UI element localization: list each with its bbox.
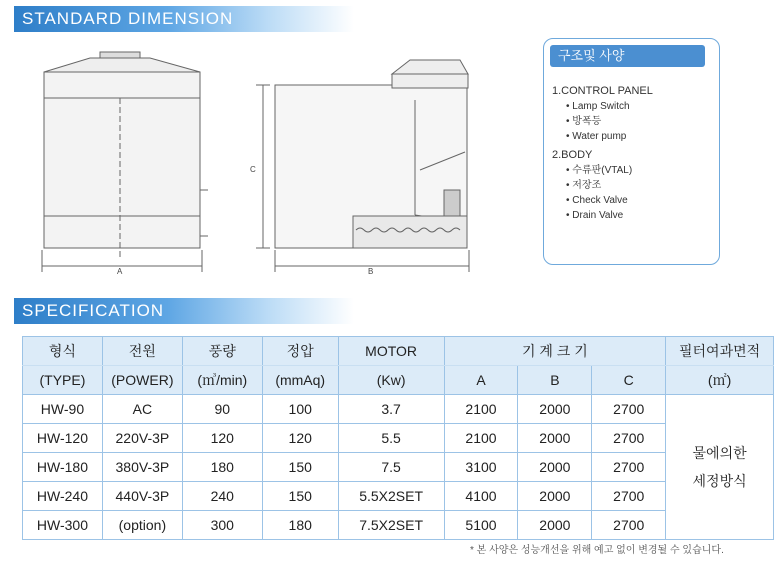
spec-box-title: 구조및 사양 (550, 45, 705, 67)
cell-flow: 120 (182, 424, 262, 453)
list-item: • Lamp Switch (566, 99, 630, 114)
cell-c: 2700 (592, 453, 666, 482)
cell-type: HW-90 (23, 395, 103, 424)
list-item: • Water pump (566, 129, 630, 144)
cell-motor: 7.5 (338, 453, 444, 482)
cell-b: 2000 (518, 482, 592, 511)
table-row (23, 511, 774, 540)
dimension-label-a: A (117, 267, 123, 276)
cell-c: 2700 (592, 395, 666, 424)
filter-line-2: 세정방식 (692, 473, 747, 489)
cell-a: 2100 (444, 424, 518, 453)
cell-type: HW-300 (23, 511, 103, 540)
cell-type: HW-240 (23, 482, 103, 511)
standard-dimension-banner: STANDARD DIMENSION (14, 6, 354, 32)
header-c: C (592, 366, 666, 395)
list-item: • Check Valve (566, 193, 632, 208)
cell-b: 2000 (518, 453, 592, 482)
cell-motor: 7.5X2SET (338, 511, 444, 540)
cell-c: 2700 (592, 511, 666, 540)
cell-type: HW-180 (23, 453, 103, 482)
list-item: • 방폭등 (566, 114, 630, 129)
list-item: • 저장조 (566, 178, 632, 193)
table-row (23, 424, 774, 453)
cell-filter (666, 395, 774, 540)
structure-spec-box (543, 38, 720, 265)
cell-power: (option) (102, 511, 182, 540)
table-row (23, 453, 774, 482)
cell-power: AC (102, 395, 182, 424)
cell-pressure: 150 (262, 453, 338, 482)
cell-flow: 240 (182, 482, 262, 511)
cell-flow: 180 (182, 453, 262, 482)
header-motor-ko: MOTOR (338, 337, 444, 366)
cell-a: 2100 (444, 395, 518, 424)
cell-a: 5100 (444, 511, 518, 540)
dimension-drawing (20, 40, 500, 280)
header-motor-en: (Kw) (338, 366, 444, 395)
cell-power: 440V-3P (102, 482, 182, 511)
header-flow-ko: 풍량 (182, 337, 262, 366)
list-item: • Drain Valve (566, 208, 632, 223)
dimension-label-c: C (250, 165, 256, 174)
specification-banner: SPECIFICATION (14, 298, 354, 324)
cell-b: 2000 (518, 424, 592, 453)
body-list (566, 163, 632, 223)
cell-b: 2000 (518, 395, 592, 424)
cell-c: 2700 (592, 482, 666, 511)
header-pressure-ko: 정압 (262, 337, 338, 366)
header-machine-size: 기 계 크 기 (444, 337, 666, 366)
table-row (23, 395, 774, 424)
header-type-en: (TYPE) (23, 366, 103, 395)
table-row (23, 482, 774, 511)
header-power-ko: 전원 (102, 337, 182, 366)
cell-a: 3100 (444, 453, 518, 482)
cell-type: HW-120 (23, 424, 103, 453)
spec-section-control-panel: 1.CONTROL PANEL (552, 85, 653, 97)
header-filter-en: (㎡) (666, 366, 774, 395)
cell-pressure: 120 (262, 424, 338, 453)
cell-power: 380V-3P (102, 453, 182, 482)
cell-motor: 5.5 (338, 424, 444, 453)
cell-motor: 5.5X2SET (338, 482, 444, 511)
cell-b: 2000 (518, 511, 592, 540)
filter-line-1: 물에의한 (692, 445, 747, 461)
header-flow-en: (㎥/min) (182, 366, 262, 395)
cell-flow: 90 (182, 395, 262, 424)
cell-pressure: 150 (262, 482, 338, 511)
header-power-en: (POWER) (102, 366, 182, 395)
header-a: A (444, 366, 518, 395)
control-panel-list (566, 99, 630, 144)
dimension-label-b: B (368, 267, 374, 276)
cell-pressure: 180 (262, 511, 338, 540)
header-b: B (518, 366, 592, 395)
header-pressure-en: (mmAq) (262, 366, 338, 395)
cell-flow: 300 (182, 511, 262, 540)
cell-c: 2700 (592, 424, 666, 453)
cell-a: 4100 (444, 482, 518, 511)
specification-table (22, 336, 774, 540)
cell-pressure: 100 (262, 395, 338, 424)
header-filter-ko: 필터여과면적 (666, 337, 774, 366)
disclaimer-note: * 본 사양은 성능개선을 위해 예고 없이 변경될 수 있습니다. (470, 545, 724, 556)
list-item: • 수류판(VTAL) (566, 163, 632, 178)
cell-power: 220V-3P (102, 424, 182, 453)
cell-motor: 3.7 (338, 395, 444, 424)
header-type-ko: 형식 (23, 337, 103, 366)
spec-section-body: 2.BODY (552, 149, 593, 161)
